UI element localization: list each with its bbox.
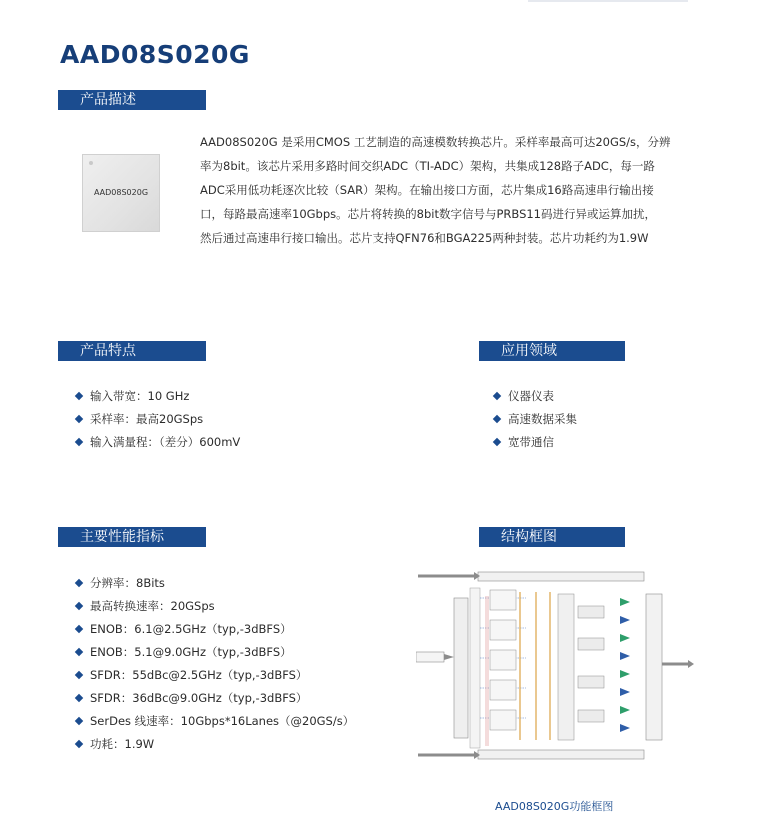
chip-label: AAD08S020G	[93, 188, 149, 197]
description-text	[200, 130, 698, 250]
diamond-bullet-icon	[75, 415, 83, 423]
section-header-block-diagram	[479, 527, 625, 547]
output-driver-icons	[620, 598, 630, 732]
list-item: 功耗：1.9W	[75, 733, 354, 756]
section-header-specs-label: 主要性能指标	[80, 529, 164, 545]
features-list	[75, 385, 240, 454]
diamond-bullet-icon	[75, 602, 83, 610]
top-control-bar	[478, 572, 644, 581]
top-divider	[528, 0, 688, 2]
diamond-bullet-icon	[75, 671, 83, 679]
section-header-features-label: 产品特点	[80, 343, 136, 359]
list-item: SerDes 线速率：10Gbps*16Lanes（@20GS/s）	[75, 710, 354, 733]
sampling-lines	[486, 596, 488, 746]
diamond-bullet-icon	[75, 392, 83, 400]
list-item: 分辨率：8Bits	[75, 572, 354, 595]
track-hold-column	[454, 598, 468, 738]
section-header-specs	[58, 527, 206, 547]
description-line: 然后通过高速串行接口输出。芯片支持QFN76和BGA225两种封装。芯片功耗约为1.9W	[200, 231, 649, 245]
sub-adc-blocks	[490, 590, 516, 730]
list-item: SFDR：55dBc@2.5GHz（typ,-3dBFS）	[75, 664, 354, 687]
list-item: 宽带通信	[493, 431, 577, 454]
chip-photo	[82, 154, 160, 232]
diamond-bullet-icon	[493, 438, 501, 446]
specs-list	[75, 572, 354, 756]
bottom-clock-bar	[478, 750, 644, 759]
list-item: 输入满量程：（差分）600mV	[75, 431, 240, 454]
list-item: 最高转换速率：20GSps	[75, 595, 354, 618]
diagram-caption: AAD08S020G功能框图	[495, 800, 614, 813]
diamond-bullet-icon	[493, 415, 501, 423]
diamond-bullet-icon	[75, 740, 83, 748]
section-header-applications-label: 应用领域	[501, 343, 557, 359]
clock-column	[470, 588, 480, 748]
block-diagram-figure	[416, 568, 694, 764]
section-header-block-diagram-label: 结构框图	[501, 529, 557, 545]
serdes-output-column	[646, 594, 662, 740]
chip-pin1-marker	[89, 161, 93, 165]
list-item: 输入带宽：10 GHz	[75, 385, 240, 408]
mux-column	[558, 594, 574, 740]
section-header-features	[58, 341, 206, 361]
list-item: 采样率：最高20GSps	[75, 408, 240, 431]
page-title: AAD08S020G	[60, 40, 250, 69]
section-header-description	[58, 90, 206, 110]
description-line: ADC采用低功耗逐次比较（SAR）架构。在输出接口方面，芯片集成16路高速串行输出接	[200, 183, 654, 197]
description-line: 口，每路最高速率10Gbps。芯片将转换的8bit数字信号与PRBS11码进行异或运算加扰，	[200, 207, 656, 221]
list-item: 高速数据采集	[493, 408, 577, 431]
description-line: AAD08S020G 是采用CMOS 工艺制造的高速模数转换芯片。采样率最高可达20GS/s，分辨	[200, 135, 671, 149]
list-item: SFDR：36dBc@9.0GHz（typ,-3dBFS）	[75, 687, 354, 710]
applications-list	[493, 385, 577, 454]
data-bus-lines	[520, 592, 550, 740]
diamond-bullet-icon	[75, 694, 83, 702]
serializer-blocks	[578, 606, 604, 722]
list-item: ENOB：6.1@2.5GHz（typ,-3dBFS）	[75, 618, 354, 641]
diamond-bullet-icon	[493, 392, 501, 400]
analog-input-box	[416, 652, 444, 662]
diamond-bullet-icon	[75, 625, 83, 633]
description-line: 率为8bit。该芯片采用多路时间交织ADC（TI-ADC）架构，共集成128路子ADC，每一路	[200, 159, 655, 173]
diamond-bullet-icon	[75, 579, 83, 587]
section-header-description-label: 产品描述	[80, 92, 136, 108]
diamond-bullet-icon	[75, 438, 83, 446]
list-item: 仪器仪表	[493, 385, 577, 408]
diamond-bullet-icon	[75, 648, 83, 656]
section-header-applications	[479, 341, 625, 361]
diamond-bullet-icon	[75, 717, 83, 725]
list-item: ENOB：5.1@9.0GHz（typ,-3dBFS）	[75, 641, 354, 664]
